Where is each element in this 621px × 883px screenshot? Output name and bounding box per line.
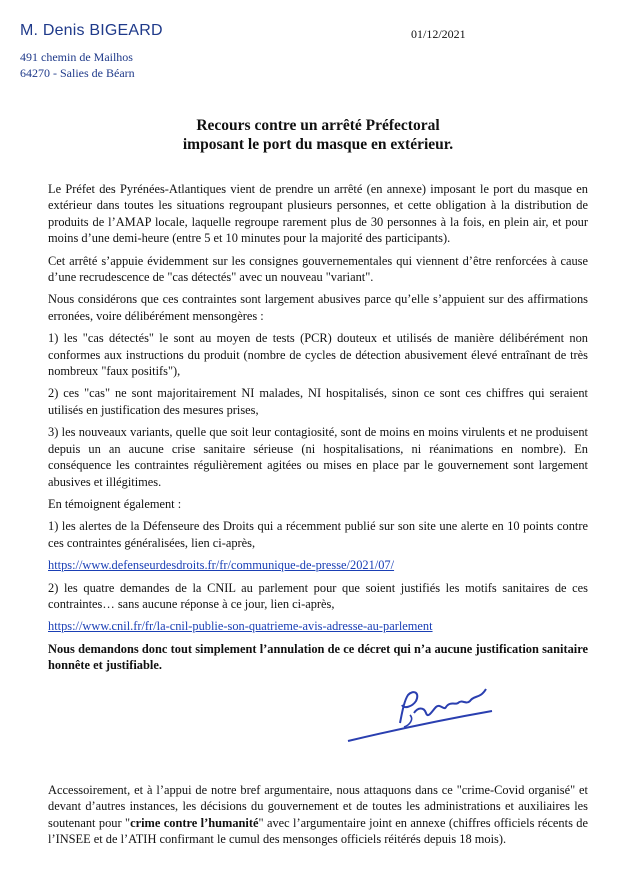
- closing-text-part2: " avec l’argumentaire joint en annexe (chiffres officiels récents de l’INSEE et de l’ATIH confirmant le cumul des mensonges officiels réitérés depuis 18 mois).: [48, 815, 588, 847]
- paragraph-intro: Le Préfet des Pyrénées-Atlantiques vient de prendre un arrêté (en annexe) imposant le port du masque en extérieur dans toutes les situations regroupant plusieurs personnes, et cette obligation à la distribution de produits de l’AMAP locale, laquelle regroupe rarement plus de 30 personnes à la fois, en plein air, et pour moins d’une demi-heure (entre 5 et 10 minutes pour la majorité des participants).: [48, 182, 588, 246]
- paragraph-argument: Nous considérons que ces contraintes sont largement abusives parce qu’elle s’appuient sur des affirmations erronées, voire délibérément mensongères :: [48, 292, 588, 323]
- closing-text-bold: crime contre l’humanité: [130, 815, 259, 830]
- letter-date: 01/12/2021: [411, 27, 466, 41]
- sender-name: M. Denis BIGEARD: [20, 22, 163, 39]
- link-defenseur-des-droits[interactable]: https://www.defenseurdesdroits.fr/fr/communique-de-presse/2021/07/: [48, 558, 395, 573]
- letter-body: [48, 181, 588, 680]
- paragraph-demand: Nous demandons donc tout simplement l’annulation de ce décret qui n’a aucune justification sanitaire honnête et justifiable.: [48, 641, 588, 673]
- paragraph-context: Cet arrêté s’appuie évidemment sur les consignes gouvernementales qui viennent d’être renforcées à cause d’une recrudescence de "cas détectés" avec un nouveau "variant".: [48, 253, 588, 285]
- letter-title-line1: Recours contre un arrêté Préfectoral: [196, 117, 440, 134]
- closing-paragraph: [48, 782, 588, 848]
- signature-image: [340, 683, 500, 753]
- paragraph-evidence-1: 1) les alertes de la Défenseure des Droits qui a récemment publié sur son site une alerte en 10 points contre ces contraintes généralisées, lien ci-après,: [48, 519, 588, 550]
- paragraph-evidence-intro: En témoignent également :: [48, 496, 182, 511]
- link-cnil[interactable]: https://www.cnil.fr/fr/la-cnil-publie-son-quatrieme-avis-adresse-au-parlement: [48, 619, 433, 634]
- paragraph-point-3: 3) les nouveaux variants, quelle que soit leur contagiosité, sont de moins en moins virulents et ne produisent depuis un an aucune crise sanitaire sérieuse (ni hospitalisations, ni réanimations en nombre). En conséquence les contraintes régulièrement agitées ou mises en place par le gouvernement sont largement abusives et illégitimes.: [48, 425, 588, 489]
- paragraph-evidence-2: 2) les quatre demandes de la CNIL au parlement pour que soient justifiés les motifs sanitaires de ces contraintes… sans aucune réponse à ce jour, lien ci-après,: [48, 580, 588, 611]
- closing-text-part1: Accessoirement, et à l’appui de notre bref argumentaire, nous attaquons dans ce "crime-Covid organisé" et devant d’autres instances, les décisions du gouvernement et de toutes les administrations et auxiliaires les soutenant pour ": [48, 783, 588, 830]
- address-line-city: 64270 - Salies de Béarn: [20, 66, 135, 80]
- paragraph-point-2: 2) ces "cas" ne sont majoritairement NI malades, NI hospitalisés, sinon ce sont ces chiffres qui seraient utilisés en justification des mesures prises,: [48, 386, 588, 417]
- letter-title-line2: imposant le port du masque en extérieur.: [182, 136, 454, 153]
- paragraph-point-1: 1) les "cas détectés" le sont au moyen de tests (PCR) douteux et utilisés de manière délibérément non conformes aux instructions du produit (nombre de cycles de détection abusivement élevé entraînant de très nombreux "faux positifs"),: [48, 331, 588, 379]
- address-line-street: 491 chemin de Mailhos: [20, 50, 133, 64]
